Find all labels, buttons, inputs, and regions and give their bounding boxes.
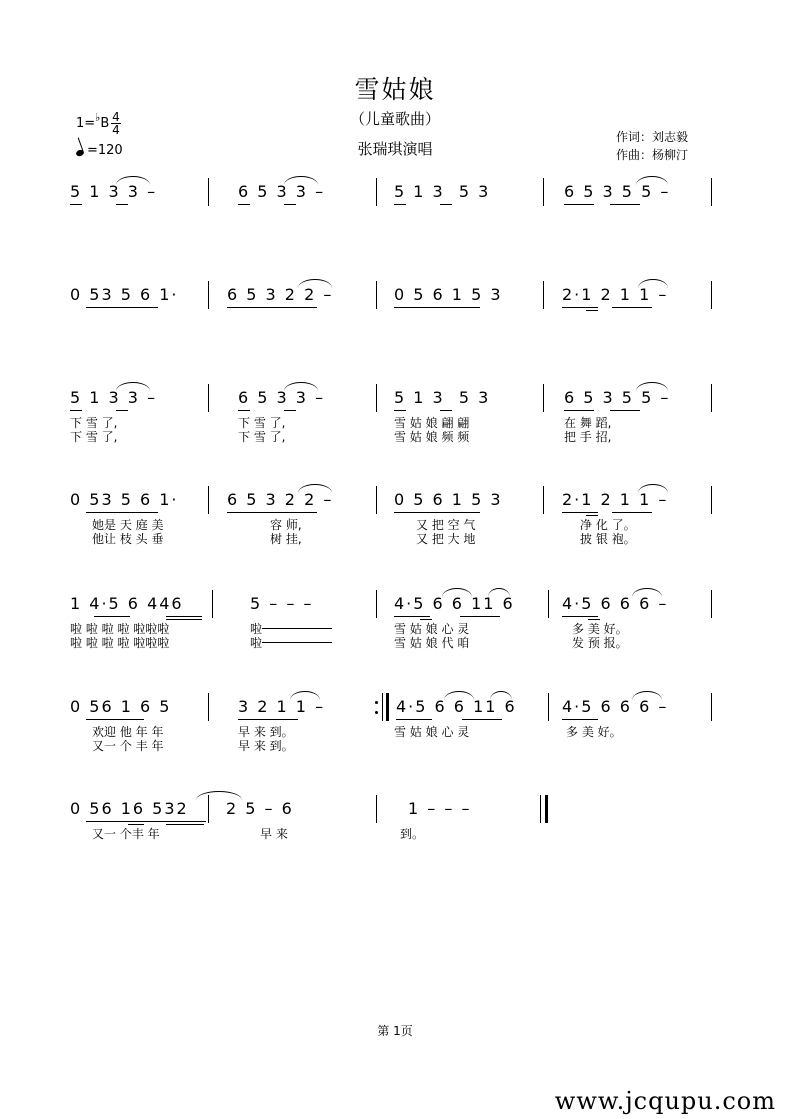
measure: 5 1 3 3 – [70,388,158,407]
slur [442,588,472,597]
measure: 0 53 5 6 1· [70,490,179,509]
underline [284,204,296,205]
time-top: 4 [112,110,120,124]
underline [394,512,480,513]
lyric-line-2: 啦 [250,636,263,650]
lyric-line-2: 披 银 袍。 [580,532,636,546]
slur [638,484,668,493]
composer-credit: 作曲：杨柳汀 [616,148,689,162]
lyric-line-1: 净 化 了。 [580,518,636,532]
underline [612,307,652,308]
barline [711,486,712,514]
lyric-line-1: 又一 个丰 年 [92,827,160,841]
underline [86,512,158,513]
underline [227,307,317,308]
barline [376,384,377,412]
underline [394,410,406,411]
lyric-line-1: 在 舞 蹈, [564,416,612,430]
underline [238,410,250,411]
underline [612,512,652,513]
underline [564,204,594,205]
measure: 1 4·5 6 446 [70,594,184,613]
score-system-4 [0,490,790,550]
lyric-line-1: 下 雪 了, [70,416,118,430]
underline [394,616,430,617]
lyric-line-1: 雪 姑 娘 心 灵 [394,725,470,739]
lyric-line-1: 雪 姑 娘 心 灵 [394,622,470,636]
lyric-line-2: 啦 啦 啦 啦 啦啦啦 [70,636,170,650]
slur [284,382,318,391]
lyric-line-2: 发 预 报。 [572,636,628,650]
slur [298,484,332,493]
barline [376,178,377,206]
slur [116,382,150,391]
measure: 4·5 6 6 11 6 [394,594,515,613]
slur [444,691,474,700]
score-system-1 [0,182,790,212]
repeat-dot [375,711,378,714]
barline [543,486,544,514]
barline [711,281,712,309]
underline [70,410,82,411]
measure: 2 5 – 6 [226,799,294,818]
slur [298,279,332,288]
barline [711,178,712,206]
lyric-line-2: 树 挂, [270,532,302,546]
lyric-line-2: 他让 枝 头 垂 [92,532,164,546]
score-system-6 [0,697,790,757]
underline [238,719,298,720]
lyric-line-1: 又 把 空 气 [416,518,476,532]
barline [212,590,213,618]
underline [86,307,158,308]
measure: 6 5 3 2 2 – [227,490,334,509]
measure: 6 5 3 5 5 – [564,182,671,201]
time-signature [111,111,121,136]
site-watermark: www.jcqupu.com [554,1087,776,1115]
measure: 0 53 5 6 1· [70,285,179,304]
extender-line [262,628,332,629]
slur [490,691,512,700]
underline [166,824,204,825]
lyric-line-1: 啦 [250,622,263,636]
underline [440,410,452,411]
repeat-dot [375,701,378,704]
underline [396,719,432,720]
slur [632,588,662,597]
lyric-line-1: 多 美 好。 [566,725,622,739]
underline [562,307,598,308]
lyric-line-1: 容 师, [270,518,302,532]
barline [711,693,712,721]
lyricist-credit: 作词：刘志毅 [616,130,689,144]
barline [543,281,544,309]
tempo-value: =120 [87,143,123,158]
measure: 5 1 3 5 3 [394,388,491,407]
measure: 0 5 6 1 5 3 [394,490,503,509]
underline [610,410,640,411]
underline [86,719,144,720]
underline [564,410,594,411]
underline [562,616,598,617]
underline [460,616,500,617]
measure: 2·1 2 1 1 – [562,285,669,304]
measure: 1 – – – [408,799,472,818]
measure: 4·5 6 6 6 – [562,594,669,613]
measure: 0 56 1 6 5 [70,697,172,716]
lyric-line-2: 早 来 到。 [238,739,294,753]
underline [166,616,202,617]
underline [284,410,296,411]
repeat-barline [382,693,383,721]
lyric-line-1: 雪 姑 娘 翩 翩 [394,416,470,430]
measure: 6 5 3 3 – [238,388,326,407]
underline [394,204,406,205]
slur [638,279,668,288]
lyric-line-2: 雪 姑 娘 代 咱 [394,636,470,650]
barline [208,178,209,206]
lyric-line-1: 她是 天 庭 美 [92,518,164,532]
flat-icon: ♭ [95,111,101,124]
barline [548,693,549,721]
lyric-line-1: 下 雪 了, [238,416,286,430]
tempo-marking [76,143,123,158]
underline [166,619,202,620]
underline [462,719,502,720]
score-system-2 [0,285,790,315]
slur [284,176,318,185]
extender-line [262,642,332,643]
measure: 5 1 3 5 3 [394,182,491,201]
slur [632,691,662,700]
barline [208,486,209,514]
lyric-line-2: 下 雪 了, [238,430,286,444]
lyric-line-2: 又 把 大 地 [416,532,476,546]
measure: 3 2 1 1 – [238,697,326,716]
barline [208,693,209,721]
measure: 4·5 6 6 6 – [562,697,669,716]
barline [376,795,377,823]
score-system-7 [0,799,790,849]
underline [394,307,480,308]
key-prefix: 1= [76,116,96,131]
measure: 5 – – – [250,594,314,613]
lyric-line-1: 啦 啦 啦 啦 啦啦啦 [70,622,170,636]
underline [86,821,206,822]
score-system-5 [0,594,790,654]
lyric-line-1: 欢迎 他 年 年 [92,725,164,739]
barline [711,590,712,618]
underline [70,204,82,205]
barline [548,590,549,618]
lyric-line-1: 多 美 好。 [572,622,628,636]
underline [440,204,452,205]
underline [562,512,598,513]
lyric-line-2: 又一 个 丰 年 [92,739,164,753]
measure: 6 5 3 3 – [238,182,326,201]
barline [376,281,377,309]
measure: 4·5 6 6 11 6 [396,697,517,716]
key-note: B [100,116,110,131]
measure: 0 5 6 1 5 3 [394,285,503,304]
slur [488,588,510,597]
lyric-line-1: 早 来 [260,827,288,841]
time-bottom: 4 [112,123,120,137]
lyric-line-2: 把 手 招, [564,430,612,444]
underline [227,512,317,513]
final-barline [540,795,541,823]
underline [238,204,250,205]
quarter-note-icon [75,149,85,157]
barline [543,384,544,412]
underline [116,204,128,205]
measure: 6 5 3 5 5 – [564,388,671,407]
score-system-3 [0,388,790,448]
barline [543,178,544,206]
slur [290,691,320,700]
lyric-line-2: 下 雪 了, [70,430,118,444]
slur [636,382,668,391]
tie [196,791,242,800]
key-signature [76,111,110,131]
lyric-line-2: 雪 姑 娘 频 频 [394,430,470,444]
barline [376,590,377,618]
underline [562,719,598,720]
barline [711,384,712,412]
song-subtitle: （儿童歌曲） [349,110,440,128]
underline [116,410,128,411]
barline [208,384,209,412]
underline [610,204,640,205]
slur [636,176,668,185]
lyric-line-1: 早 来 到。 [238,725,294,739]
measure: 2·1 2 1 1 – [562,490,669,509]
underline [94,616,130,617]
song-title: 雪姑娘 [354,75,436,104]
lyric-line-1: 到。 [400,827,425,841]
final-barline-thick [545,795,548,823]
barline [208,281,209,309]
measure: 5 1 3 3 – [70,182,158,201]
barline [376,486,377,514]
slur [116,176,150,185]
page-number: 第 1页 [377,1024,413,1038]
underline [586,310,598,311]
measure: 6 5 3 2 2 – [227,285,334,304]
singer-credit: 张瑞琪演唱 [357,140,433,158]
measure: 0 56 16 532 [70,799,189,818]
repeat-barline-thick [386,693,389,721]
